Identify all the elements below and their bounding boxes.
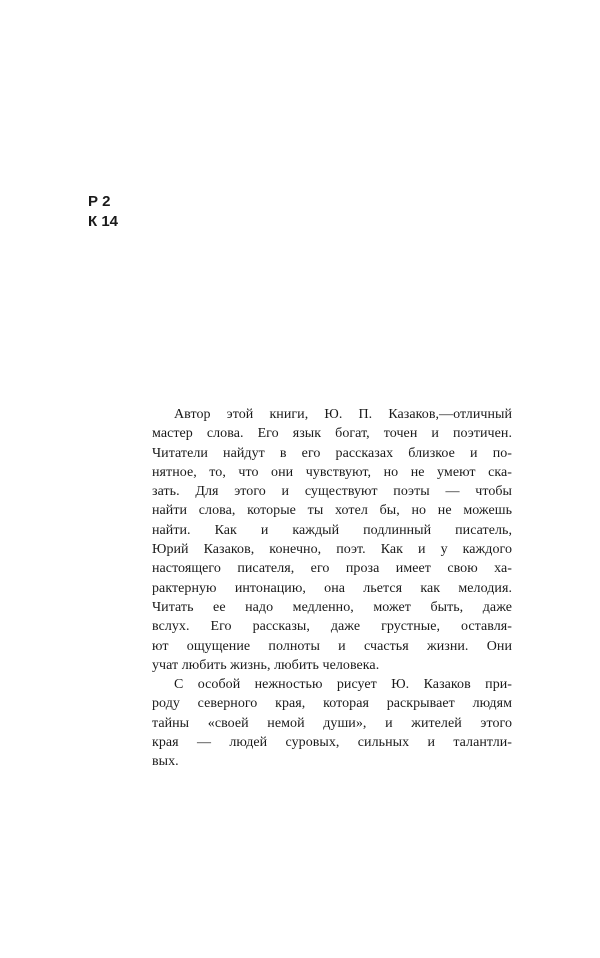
annotation-line: края — людей суровых, сильных и талантли- (152, 735, 512, 751)
annotation-line: настоящего писателя, его проза имеет свою ха- (152, 561, 512, 577)
annotation-line: найти слова, которые ты хотел бы, но не можешь (152, 503, 512, 519)
annotation-line: С особой нежностью рисует Ю. Казаков при- (174, 677, 512, 693)
annotation-line: Юрий Казаков, конечно, поэт. Как и у каждого (152, 542, 512, 558)
annotation-line: тайны «своей немой души», и жителей этого (152, 715, 512, 731)
annotation-line: вслух. Его рассказы, даже грустные, оставля- (152, 619, 512, 635)
classification-codes (88, 192, 118, 232)
annotation-line: Читатели найдут в его рассказах близкое и по- (152, 445, 512, 461)
annotation-text (152, 405, 512, 772)
annotation-line: вых. (152, 754, 179, 770)
annotation-line: нятное, то, что они чувствуют, но не умеют ска- (152, 464, 512, 480)
annotation-line: Автор этой книги, Ю. П. Казаков,—отличный (174, 407, 512, 422)
classification-code-r2: Р 2 (88, 193, 111, 210)
annotation-line: ют ощущение полноты и счастья жизни. Они (152, 638, 512, 654)
classification-code-k14: К 14 (88, 213, 119, 230)
annotation-line: мастер слова. Его язык богат, точен и поэтичен. (152, 426, 512, 442)
annotation-line: зать. Для этого и существуют поэты — чтобы (152, 484, 512, 500)
annotation-line: роду северного края, которая раскрывает людям (152, 696, 512, 712)
annotation-line: учат любить жизнь, любить человека. (152, 657, 380, 673)
annotation-line: найти. Как и каждый подлинный писатель, (152, 522, 512, 538)
annotation-line: рактерную интонацию, она льется как мелодия. (152, 580, 512, 596)
annotation-line: Читать ее надо медленно, может быть, даже (152, 599, 512, 615)
